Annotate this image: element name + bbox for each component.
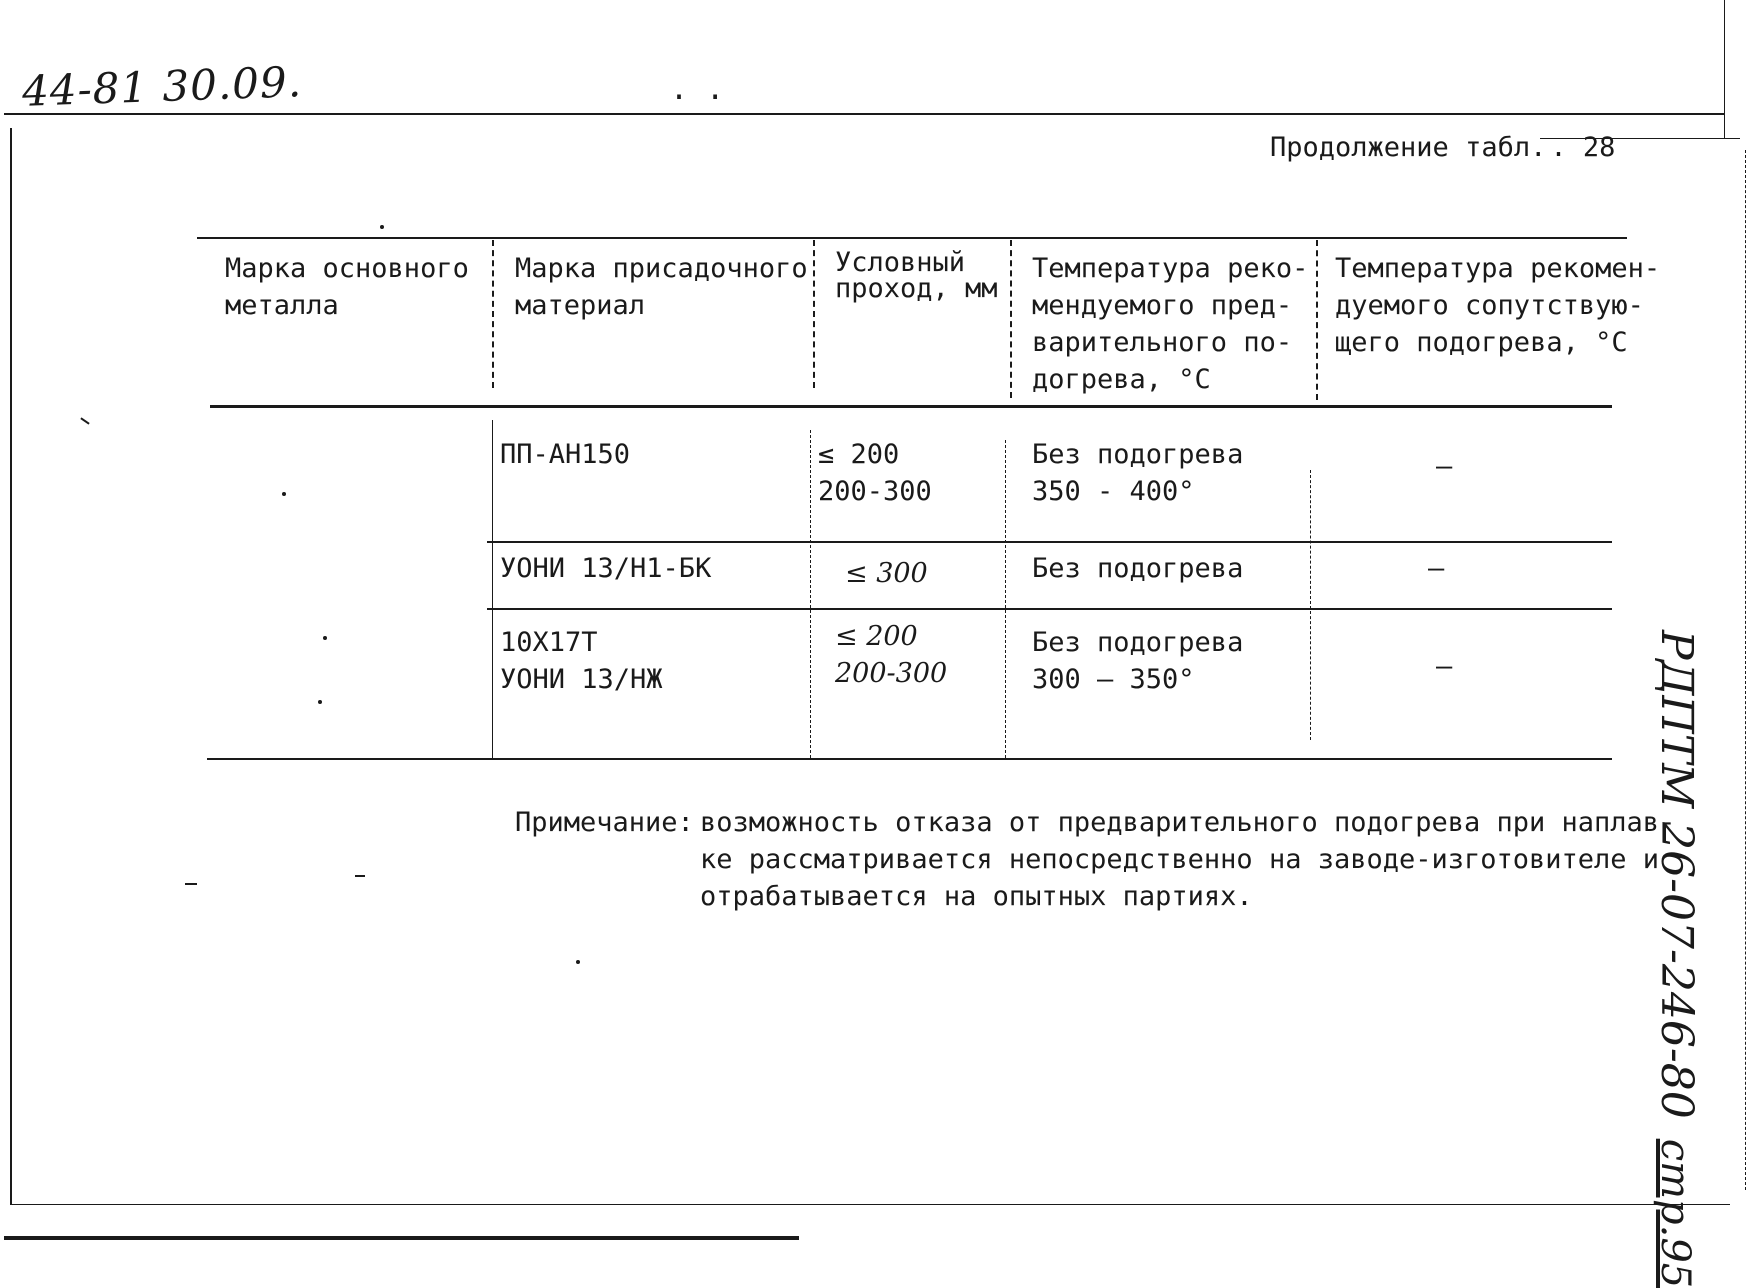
document-stamp (1642, 630, 1702, 1288)
table-row-3-preheat: Без подогрева 300 — 350° (1032, 627, 1244, 695)
table-row-2-accompanying: — (1428, 553, 1445, 584)
table-row-2-filler: УОНИ 13/Н1-БК (500, 553, 712, 584)
table-row-2-passage: ≤ 300 (845, 558, 928, 589)
table-row-2-preheat: Без подогрева (1032, 553, 1244, 584)
scan-speck (323, 636, 327, 640)
table-row1-bottom-rule (487, 541, 1612, 543)
body-divider-3 (1005, 440, 1006, 758)
table-header-bottom-rule (210, 405, 1612, 408)
body-divider-4 (1310, 470, 1311, 740)
table-row-1-passage: ≤ 200 200-300 (818, 439, 932, 507)
page-bottom-thick-rule (4, 1236, 799, 1240)
body-divider-1 (492, 420, 493, 758)
table-top-rule (197, 237, 1627, 239)
table-row-1-accompanying: — (1436, 451, 1453, 482)
header-preheat-temperature: Температура реко- мендуемого пред- варительного по- догрева, °С (1032, 253, 1309, 395)
header-accompanying-temperature: Температура рекомен- дуемого сопутствую- щего подогрева, °С (1335, 253, 1661, 358)
table-number: . 28 (1550, 132, 1616, 163)
header-divider-4 (1316, 240, 1318, 400)
table-row2-bottom-rule (487, 608, 1612, 610)
body-divider-2 (810, 430, 811, 758)
header-nominal-passage: Условный проход, мм (835, 247, 998, 304)
header-divider-3 (1010, 240, 1012, 398)
header-divider-2 (813, 240, 815, 388)
handwritten-registration-note: 44-81 30.09. (21, 57, 303, 116)
scan-speck (282, 492, 286, 496)
stamp-page-number: стр.95 (1652, 1138, 1698, 1288)
stamp-document-number: РДПТМ 26-07-246-80 (1651, 630, 1702, 1119)
top-dots: . . (670, 72, 725, 107)
scan-speck (318, 700, 322, 704)
scan-mark (355, 875, 365, 877)
table-row-3-passage: ≤ 200 200-300 (835, 621, 948, 689)
page-bottom-rule (10, 1204, 1730, 1205)
scan-mark (185, 883, 197, 885)
table-row-1-preheat: Без подогрева 350 - 400° (1032, 439, 1244, 507)
header-divider-1 (492, 240, 494, 388)
table-row-1-filler: ПП-АН150 (500, 439, 631, 470)
note-text: возможность отказа от предварительного подогрева при наплав- ке рассматривается непосредственно на заводе-изготовителе и отрабатывается на опытных партиях. (700, 807, 1676, 912)
header-base-metal: Марка основного металла (225, 253, 469, 321)
scan-speck (380, 225, 384, 229)
page-left-border (10, 128, 12, 1204)
page-top-rule (4, 113, 1724, 115)
note-label: Примечание: (515, 807, 694, 838)
table-continuation-label (1270, 132, 1615, 163)
table-row-3-accompanying: — (1436, 651, 1453, 682)
table-bottom-rule (207, 758, 1612, 760)
table-row-3-filler: 10Х17Т УОНИ 13/НЖ (500, 627, 663, 695)
scan-mark (80, 417, 89, 424)
page-right-border (1724, 0, 1725, 138)
scan-speck (576, 960, 580, 964)
page-right-dashed-border (1745, 150, 1746, 1190)
header-filler-material: Марка присадочного материал (515, 253, 808, 321)
continuation-text: Продолжение табл. (1270, 132, 1547, 163)
